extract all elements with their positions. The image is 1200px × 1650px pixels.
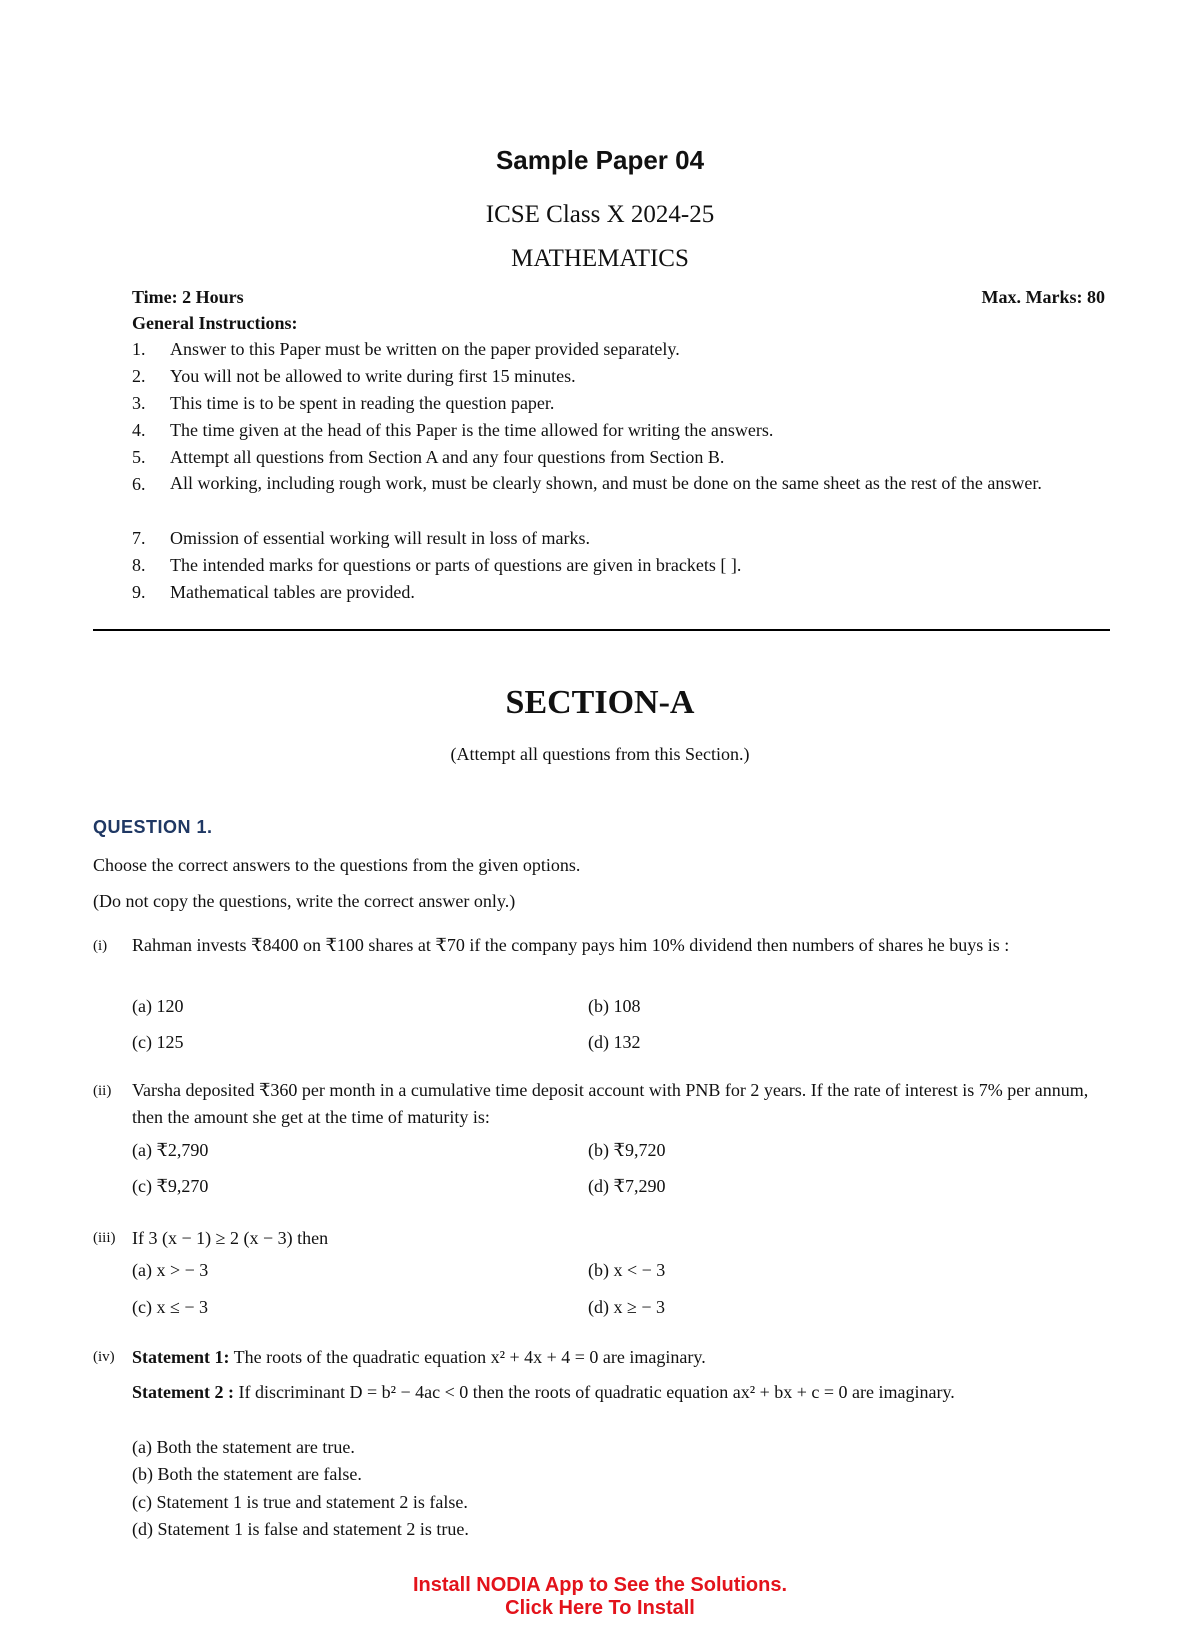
part-text: Varsha deposited ₹360 per month in a cumulative time deposit account with PNB for 2 years. If the rate of interest is 7% per annum, then the amount she get at the time of maturity is: xyxy=(132,1080,1089,1127)
instruction-number: 3. xyxy=(132,393,146,413)
install-app-link[interactable]: Install NODIA App to See the Solutions. xyxy=(412,1574,788,1596)
section-note: (Attempt all questions from this Section.) xyxy=(450,744,750,764)
statement-2-label: Statement 2 : xyxy=(132,1382,234,1402)
option: (c) Statement 1 is true and statement 2 is false. xyxy=(132,1492,468,1512)
option: (b) ₹9,720 xyxy=(588,1140,666,1160)
time-label: Time: 2 Hours xyxy=(132,287,244,307)
option: (b) Both the statement are false. xyxy=(132,1464,362,1484)
instruction-text: The time given at the head of this Paper is the time allowed for writing the answers. xyxy=(170,420,774,440)
instruction-number: 9. xyxy=(132,582,146,602)
instruction-text: All working, including rough work, must be clearly shown, and must be done on the same sheet as the rest of the answer. xyxy=(170,473,1042,493)
click-here-install-link[interactable]: Click Here To Install xyxy=(505,1597,695,1619)
part-number: (iii) xyxy=(93,1230,116,1246)
statement-2-text: If discriminant D = b² − 4ac < 0 then the roots of quadratic equation ax² + bx + c = 0 are imaginary. xyxy=(233,1382,955,1402)
paper-title: Sample Paper 04 xyxy=(495,145,705,175)
subject-title: MATHEMATICS xyxy=(511,245,689,272)
option: (b) x < − 3 xyxy=(588,1260,666,1280)
option: (d) Statement 1 is false and statement 2 is true. xyxy=(132,1519,469,1539)
instruction-number: 8. xyxy=(132,555,146,575)
statement-2 xyxy=(132,1379,1112,1406)
statement-1 xyxy=(132,1346,706,1368)
option: (d) ₹7,290 xyxy=(588,1176,666,1196)
part-text: If 3 (x − 1) ≥ 2 (x − 3) then xyxy=(132,1228,329,1248)
option: (c) 125 xyxy=(132,1032,184,1052)
option: (a) ₹2,790 xyxy=(132,1140,209,1160)
instruction-text: You will not be allowed to write during first 15 minutes. xyxy=(170,366,576,386)
instruction-number: 7. xyxy=(132,528,146,548)
instruction-number: 5. xyxy=(132,447,146,467)
option: (a) 120 xyxy=(132,996,184,1016)
option: (d) 132 xyxy=(588,1032,641,1052)
instruction-number: 4. xyxy=(132,420,146,440)
option: (c) ₹9,270 xyxy=(132,1176,209,1196)
option: (d) x ≥ − 3 xyxy=(588,1297,666,1317)
statement-1-text: The roots of the quadratic equation x² + 4x + 4 = 0 are imaginary. xyxy=(229,1347,706,1367)
instruction-text: Answer to this Paper must be written on the paper provided separately. xyxy=(170,339,680,359)
part-text: Rahman invests ₹8400 on ₹100 shares at ₹70 if the company pays him 10% dividend then numbers of shares he buys is : xyxy=(132,935,1010,955)
instruction-number: 1. xyxy=(132,339,146,359)
option: (a) x > − 3 xyxy=(132,1260,209,1280)
divider-line xyxy=(93,629,1110,631)
instruction-text: Omission of essential working will result in loss of marks. xyxy=(170,528,590,548)
instruction-text: Attempt all questions from Section A and any four questions from Section B. xyxy=(170,447,725,467)
statement-1-label: Statement 1: xyxy=(132,1347,230,1367)
option: (c) x ≤ − 3 xyxy=(132,1297,209,1317)
question-label: QUESTION 1. xyxy=(93,817,213,837)
question-intro: Choose the correct answers to the questions from the given options. xyxy=(93,855,581,875)
instruction-number: 6. xyxy=(132,474,146,494)
section-title: SECTION-A xyxy=(505,684,695,721)
instruction-number: 2. xyxy=(132,366,146,386)
instruction-text: The intended marks for questions or parts of questions are given in brackets [ ]. xyxy=(170,555,742,575)
option: (b) 108 xyxy=(588,996,641,1016)
instruction-text: Mathematical tables are provided. xyxy=(170,582,415,602)
max-marks: Max. Marks: 80 xyxy=(981,287,1105,307)
instructions-heading: General Instructions: xyxy=(132,313,298,333)
paper-subtitle: ICSE Class X 2024-25 xyxy=(485,201,715,228)
part-number: (i) xyxy=(93,938,108,954)
part-number: (iv) xyxy=(93,1349,115,1365)
question-note: (Do not copy the questions, write the correct answer only.) xyxy=(93,891,516,911)
instruction-text: This time is to be spent in reading the question paper. xyxy=(170,393,555,413)
part-number: (ii) xyxy=(93,1083,112,1099)
option: (a) Both the statement are true. xyxy=(132,1437,355,1457)
